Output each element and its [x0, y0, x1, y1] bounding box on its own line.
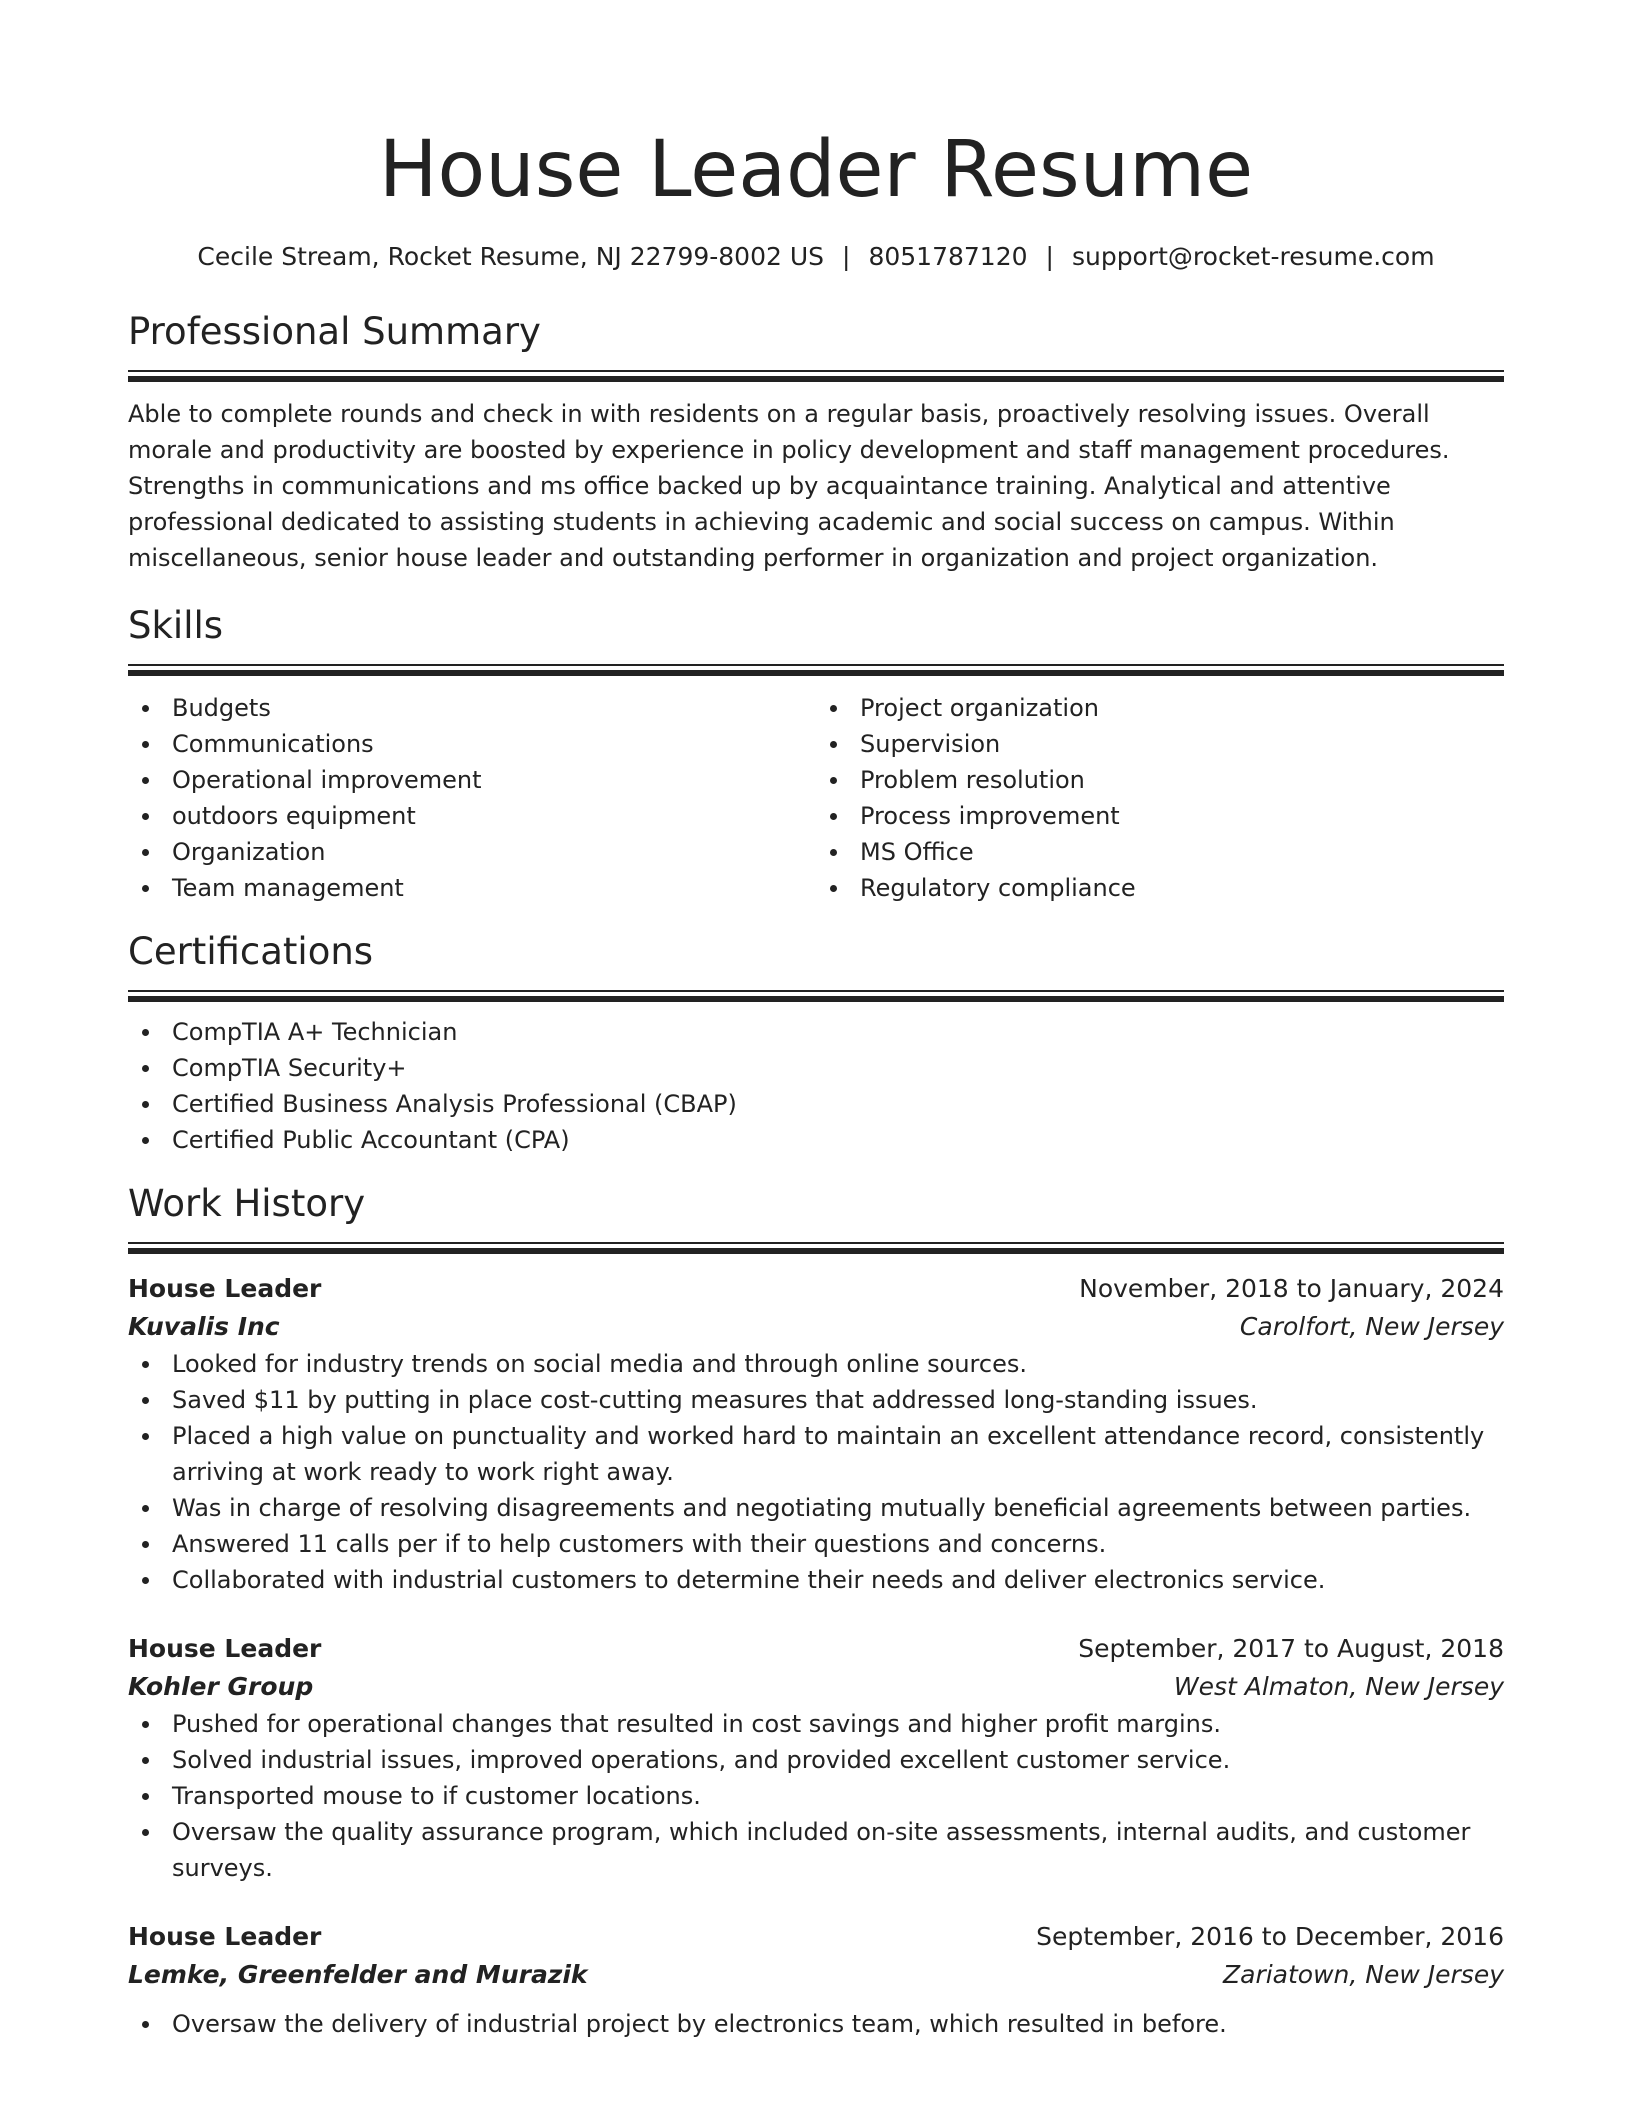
job-header-row	[128, 1630, 1504, 1668]
skill-item: outdoors equipment	[128, 798, 816, 834]
contact-address: Cecile Stream, Rocket Resume, NJ 22799-8002 US	[197, 242, 825, 271]
job-bullets	[128, 1346, 1504, 1598]
contact-phone: 8051787120	[868, 242, 1028, 271]
job-location: Zariatown, New Jersey	[1223, 1960, 1504, 1989]
job-entry	[128, 1270, 1504, 1598]
section-divider	[128, 1242, 1504, 1254]
job-bullets	[128, 2006, 1504, 2042]
certification-item: CompTIA Security+	[128, 1050, 1504, 1086]
certification-item: Certified Business Analysis Professional (CBAP)	[128, 1086, 1504, 1122]
skill-item: Supervision	[816, 726, 1504, 762]
job-bullet: Pushed for operational changes that resulted in cost savings and higher profit margins.	[128, 1706, 1504, 1742]
job-company-row	[128, 1668, 1504, 1706]
job-bullet: Looked for industry trends on social media and through online sources.	[128, 1346, 1504, 1382]
contact-separator: |	[842, 242, 851, 271]
job-location: Carolfort, New Jersey	[1239, 1312, 1504, 1341]
section-divider	[128, 664, 1504, 676]
skills-list-left	[128, 690, 816, 906]
job-company: Kuvalis Inc	[128, 1312, 280, 1341]
contact-separator: |	[1045, 242, 1054, 271]
section-heading-skills: Skills	[128, 604, 224, 647]
job-dates: November, 2018 to January, 2024	[1079, 1274, 1504, 1303]
section-divider	[128, 990, 1504, 1002]
summary-section	[128, 308, 1504, 576]
job-bullet: Saved $11 by putting in place cost-cutting measures that addressed long-standing issues.	[128, 1382, 1504, 1418]
certifications-list	[128, 1014, 1504, 1158]
resume-page	[128, 0, 1504, 2042]
work-history-section	[128, 1180, 1504, 2042]
job-company-row	[128, 1308, 1504, 1346]
job-title: House Leader	[128, 1634, 322, 1663]
certification-item: Certified Public Accountant (CPA)	[128, 1122, 1504, 1158]
job-company-row	[128, 1956, 1504, 1994]
job-bullet: Collaborated with industrial customers to determine their needs and deliver electronics service.	[128, 1562, 1504, 1598]
skill-item: Problem resolution	[816, 762, 1504, 798]
certification-item: CompTIA A+ Technician	[128, 1014, 1504, 1050]
skill-item: Project organization	[816, 690, 1504, 726]
job-location: West Almaton, New Jersey	[1173, 1672, 1504, 1701]
contact-line	[128, 240, 1504, 274]
job-bullet: Placed a high value on punctuality and worked hard to maintain an excellent attendance record, consistently arriving at work ready to work right away.	[128, 1418, 1504, 1490]
skills-grid	[128, 690, 1504, 906]
job-dates: September, 2017 to August, 2018	[1078, 1634, 1504, 1663]
job-company: Lemke, Greenfelder and Murazik	[128, 1960, 588, 1989]
skill-item: Organization	[128, 834, 816, 870]
job-bullet: Answered 11 calls per if to help customers with their questions and concerns.	[128, 1526, 1504, 1562]
section-heading-certifications: Certifications	[128, 930, 374, 973]
job-title: House Leader	[128, 1274, 322, 1303]
job-bullet: Oversaw the delivery of industrial project by electronics team, which resulted in before.	[128, 2006, 1504, 2042]
summary-text: Able to complete rounds and check in with residents on a regular basis, proactively resolving issues. Overall morale and productivity are boosted by experience in policy development and staff management procedures. Strengths in communications and ms office backed up by acquaintance training. Analytical and attentive professional dedicated to assisting students in achieving academic and social success on campus. Within miscellaneous, senior house leader and outstanding performer in organization and project organization.	[128, 400, 1450, 572]
certifications-section	[128, 928, 1504, 1158]
skill-item: Communications	[128, 726, 816, 762]
job-bullet: Oversaw the quality assurance program, which included on-site assessments, internal audits, and customer surveys.	[128, 1814, 1504, 1886]
skills-list-right	[816, 690, 1504, 906]
job-entry	[128, 1918, 1504, 2042]
section-divider	[128, 370, 1504, 382]
section-heading-work-history: Work History	[128, 1182, 366, 1225]
skills-section	[128, 602, 1504, 906]
job-bullet: Solved industrial issues, improved operations, and provided excellent customer service.	[128, 1742, 1504, 1778]
job-company: Kohler Group	[128, 1672, 314, 1701]
skill-item: Operational improvement	[128, 762, 816, 798]
job-bullet: Was in charge of resolving disagreements and negotiating mutually beneficial agreements between parties.	[128, 1490, 1504, 1526]
job-bullet: Transported mouse to if customer locations.	[128, 1778, 1504, 1814]
section-heading-summary: Professional Summary	[128, 310, 541, 353]
skill-item: Regulatory compliance	[816, 870, 1504, 906]
skill-item: MS Office	[816, 834, 1504, 870]
contact-email: support@rocket-resume.com	[1071, 242, 1435, 271]
skill-item: Team management	[128, 870, 816, 906]
job-dates: September, 2016 to December, 2016	[1036, 1922, 1504, 1951]
page-title: House Leader Resume	[378, 125, 1254, 215]
skill-item: Budgets	[128, 690, 816, 726]
job-entry	[128, 1630, 1504, 1886]
skill-item: Process improvement	[816, 798, 1504, 834]
job-bullets	[128, 1706, 1504, 1886]
job-header-row	[128, 1918, 1504, 1956]
job-header-row	[128, 1270, 1504, 1308]
job-title: House Leader	[128, 1922, 322, 1951]
